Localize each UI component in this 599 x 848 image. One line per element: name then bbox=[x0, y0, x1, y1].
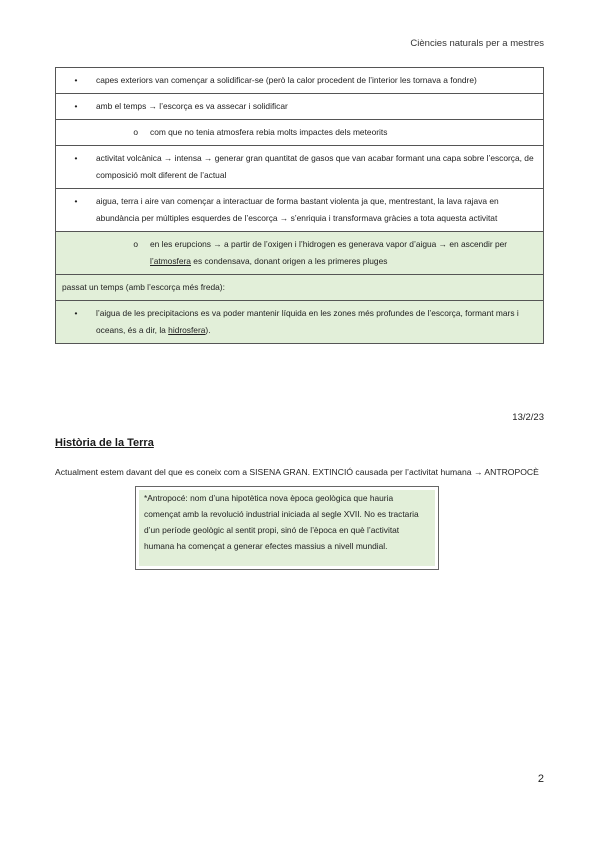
table-row bbox=[56, 146, 543, 189]
row-text: com que no tenia atmosfera rebia molts impactes dels meteorits bbox=[150, 127, 388, 137]
table-row-highlighted bbox=[56, 301, 543, 343]
bullet-marker: • bbox=[74, 153, 78, 163]
section-paragraph: Actualment estem davant del que es coneix com a SISENA GRAN. EXTINCIÓ causada per l’activitat humana → ANTROPOCÈ bbox=[55, 467, 539, 477]
page-header-title: Ciències naturals per a mestres bbox=[410, 38, 544, 49]
definition-note-box bbox=[135, 486, 439, 570]
sub-bullet-marker: o bbox=[133, 239, 138, 249]
table-row bbox=[56, 68, 543, 94]
bullet-marker: • bbox=[74, 75, 78, 85]
table-row bbox=[56, 189, 543, 232]
row-text: passat un temps (amb l’escorça més freda): bbox=[62, 282, 225, 292]
row-text: activitat volcànica → intensa → generar gran quantitat de gasos que van acabar formant una capa sobre l’escorça, de composició molt diferent de l’actual bbox=[96, 153, 534, 180]
table-row bbox=[56, 94, 543, 120]
row-text-part: es condensava, donant origen a les primeres pluges bbox=[190, 256, 388, 266]
row-text-part: ). bbox=[205, 325, 211, 335]
row-text-part: en les erupcions → a partir de l’oxigen i l’hidrogen es generava vapor d’aigua → en ascendir per bbox=[150, 239, 508, 249]
underlined-term: l’atmosfera bbox=[150, 256, 191, 266]
table-row-highlighted bbox=[56, 232, 543, 275]
underlined-term: hidrosfera bbox=[168, 325, 206, 335]
row-text bbox=[96, 305, 537, 339]
row-text: amb el temps → l’escorça es va assecar i solidificar bbox=[96, 101, 288, 111]
notes-table bbox=[55, 67, 544, 344]
bullet-marker: • bbox=[74, 196, 78, 206]
row-text-part: l’aigua de les precipitacions es va poder mantenir líquida en les zones més profundes de l’escorça, formant mars i oceans, és a dir, la bbox=[96, 308, 519, 335]
bullet-marker: • bbox=[74, 101, 78, 111]
row-text: capes exteriors van començar a solidificar-se (però la calor procedent de l’interior les tornava a fondre) bbox=[96, 75, 477, 85]
table-row bbox=[56, 120, 543, 146]
bullet-marker: • bbox=[74, 308, 78, 318]
section-title: Història de la Terra bbox=[55, 437, 154, 449]
page-number: 2 bbox=[537, 773, 544, 785]
definition-note-text: *Antropocé: nom d’una hipotètica nova època geològica que hauria començat amb la revolució industrial iniciada al segle XVII. No es tractaria d’un període geològic al sentit propi, sinó de l’època en què l’activitat humana ha començat a generar efectes massius a nivell mundial. bbox=[139, 490, 435, 566]
row-text: aigua, terra i aire van començar a interactuar de forma bastant violenta ja que, mentrestant, la lava rajava en abundància per múltiples esquerdes de l’escorça → s’enriquia i transformava gràcies a tota aquesta activitat bbox=[96, 196, 499, 223]
table-row-highlighted bbox=[56, 275, 543, 301]
entry-date: 13/2/23 bbox=[512, 412, 544, 423]
sub-bullet-marker: o bbox=[133, 127, 138, 137]
row-text bbox=[150, 236, 537, 270]
